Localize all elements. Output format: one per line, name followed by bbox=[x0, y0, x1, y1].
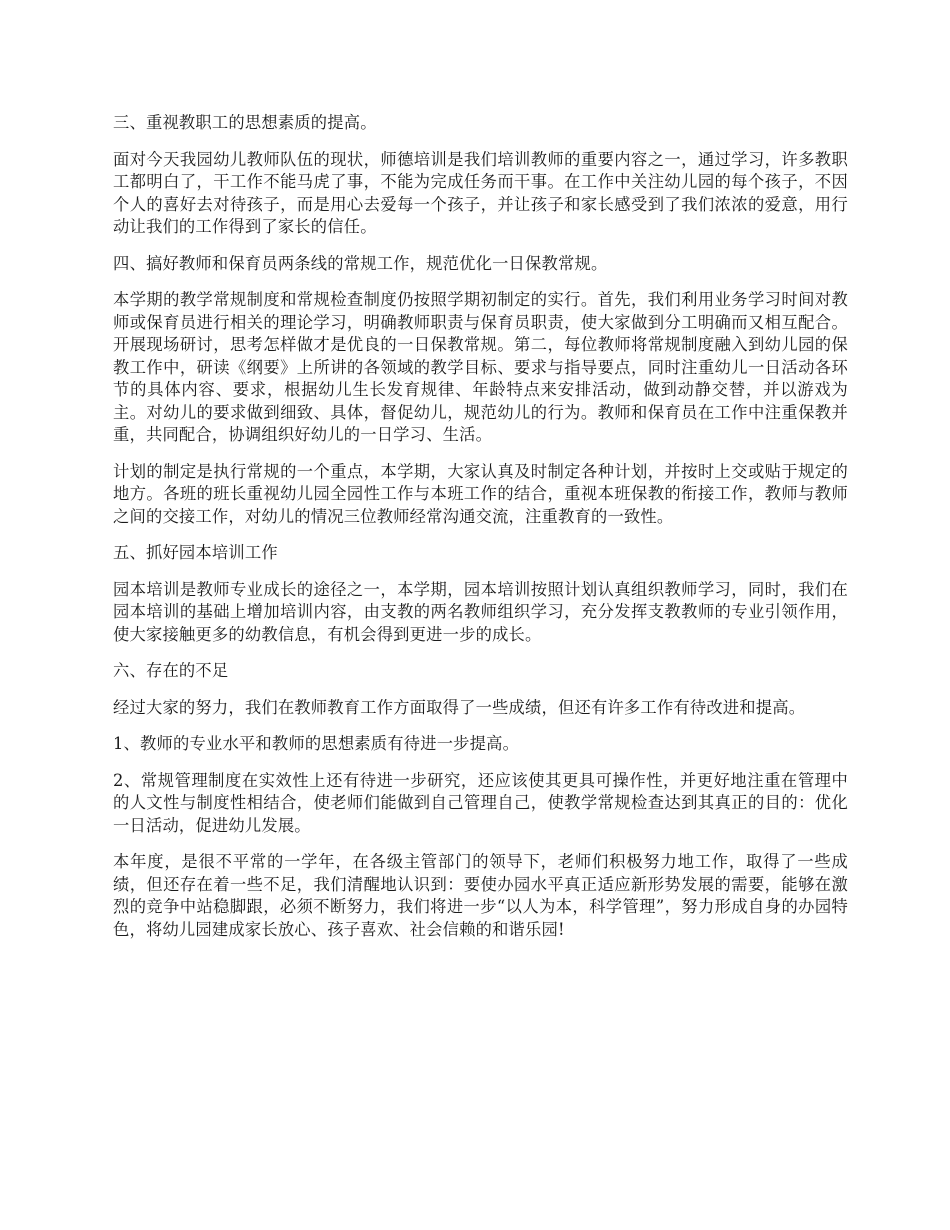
paragraph-conclusion: 本年度，是很不平常的一学年，在各级主管部门的领导下，老师们积极努力地工作，取得了一些成绩，但还存在着一些不足，我们清醒地认识到：要使办园水平真正适应新形势发展的需要，能够在激烈的竞争中站稳脚跟，必须不断努力，我们将进一步“以人为本，科学管理”，努力形成自身的办园特色，将幼儿园建成家长放心、孩子喜欢、社会信赖的和谐乐园! bbox=[113, 852, 848, 939]
list-item-2: 2、常规管理制度在实效性上还有待进一步研究，还应该使其更具可操作性，并更好地注重在管理中的人文性与制度性相结合，使老师们能做到自己管理自己，使教学常规检查达到其真正的目的：优化一日活动，促进幼儿发展。 bbox=[113, 770, 848, 835]
paragraph-shortcomings-intro: 经过大家的努力，我们在教师教育工作方面取得了一些成绩，但还有许多工作有待改进和提高。 bbox=[113, 697, 806, 717]
section-heading-3: 三、重视教职工的思想素质的提高。 bbox=[113, 113, 377, 132]
list-item-1: 1、教师的专业水平和教师的思想素质有待进一步提高。 bbox=[113, 734, 520, 753]
section-heading-5: 五、抓好园本培训工作 bbox=[113, 543, 278, 562]
section-heading-6: 六、存在的不足 bbox=[113, 661, 229, 680]
paragraph-teacher-ethics: 面对今天我园幼儿教师队伍的现状，师德培训是我们培训教师的重要内容之一，通过学习，许多教职工都明白了，干工作不能马虎了事，不能为完成任务而干事。在工作中关注幼儿园的每个孩子，不因个人的喜好去对待孩子，而是用心去爱每一个孩子，并让孩子和家长感受到了我们浓浓的爱意，用行动让我们的工作得到了家长的信任。 bbox=[113, 149, 848, 236]
document-body bbox=[113, 112, 848, 955]
paragraph-school-training: 园本培训是教师专业成长的途径之一，本学期，园本培训按照计划认真组织教师学习，同时，我们在园本培训的基础上增加培训内容，由支教的两名教师组织学习，充分发挥支教教师的专业引领作用，使大家接触更多的幼教信息，有机会得到更进一步的成长。 bbox=[113, 579, 848, 644]
section-heading-4: 四、搞好教师和保育员两条线的常规工作，规范优化一日保教常规。 bbox=[113, 253, 608, 273]
paragraph-routine-system: 本学期的教学常规制度和常规检查制度仍按照学期初制定的实行。首先，我们利用业务学习时间对教师或保育员进行相关的理论学习，明确教师职责与保育员职责，使大家做到分工明确而又相互配合。开展现场研讨，思考怎样做才是优良的一日保教常规。第二，每位教师将常规制度融入到幼儿园的保教工作中，研读《纲要》上所讲的各领域的教学目标、要求与指导要点，同时注重幼儿一日活动各环节的具体内容、要求，根据幼儿生长发育规律、年龄特点来安排活动，做到动静交替，并以游戏为主。对幼儿的要求做到细致、具体，督促幼儿，规范幼儿的行为。教师和保育员在工作中注重保教并重，共同配合，协调组织好幼儿的一日学习、生活。 bbox=[113, 290, 848, 444]
paragraph-planning: 计划的制定是执行常规的一个重点，本学期，大家认真及时制定各种计划，并按时上交或贴于规定的地方。各班的班长重视幼儿园全园性工作与本班工作的结合，重视本班保教的衔接工作，教师与教师之间的交接工作，对幼儿的情况三位教师经常沟通交流，注重教育的一致性。 bbox=[113, 461, 848, 526]
